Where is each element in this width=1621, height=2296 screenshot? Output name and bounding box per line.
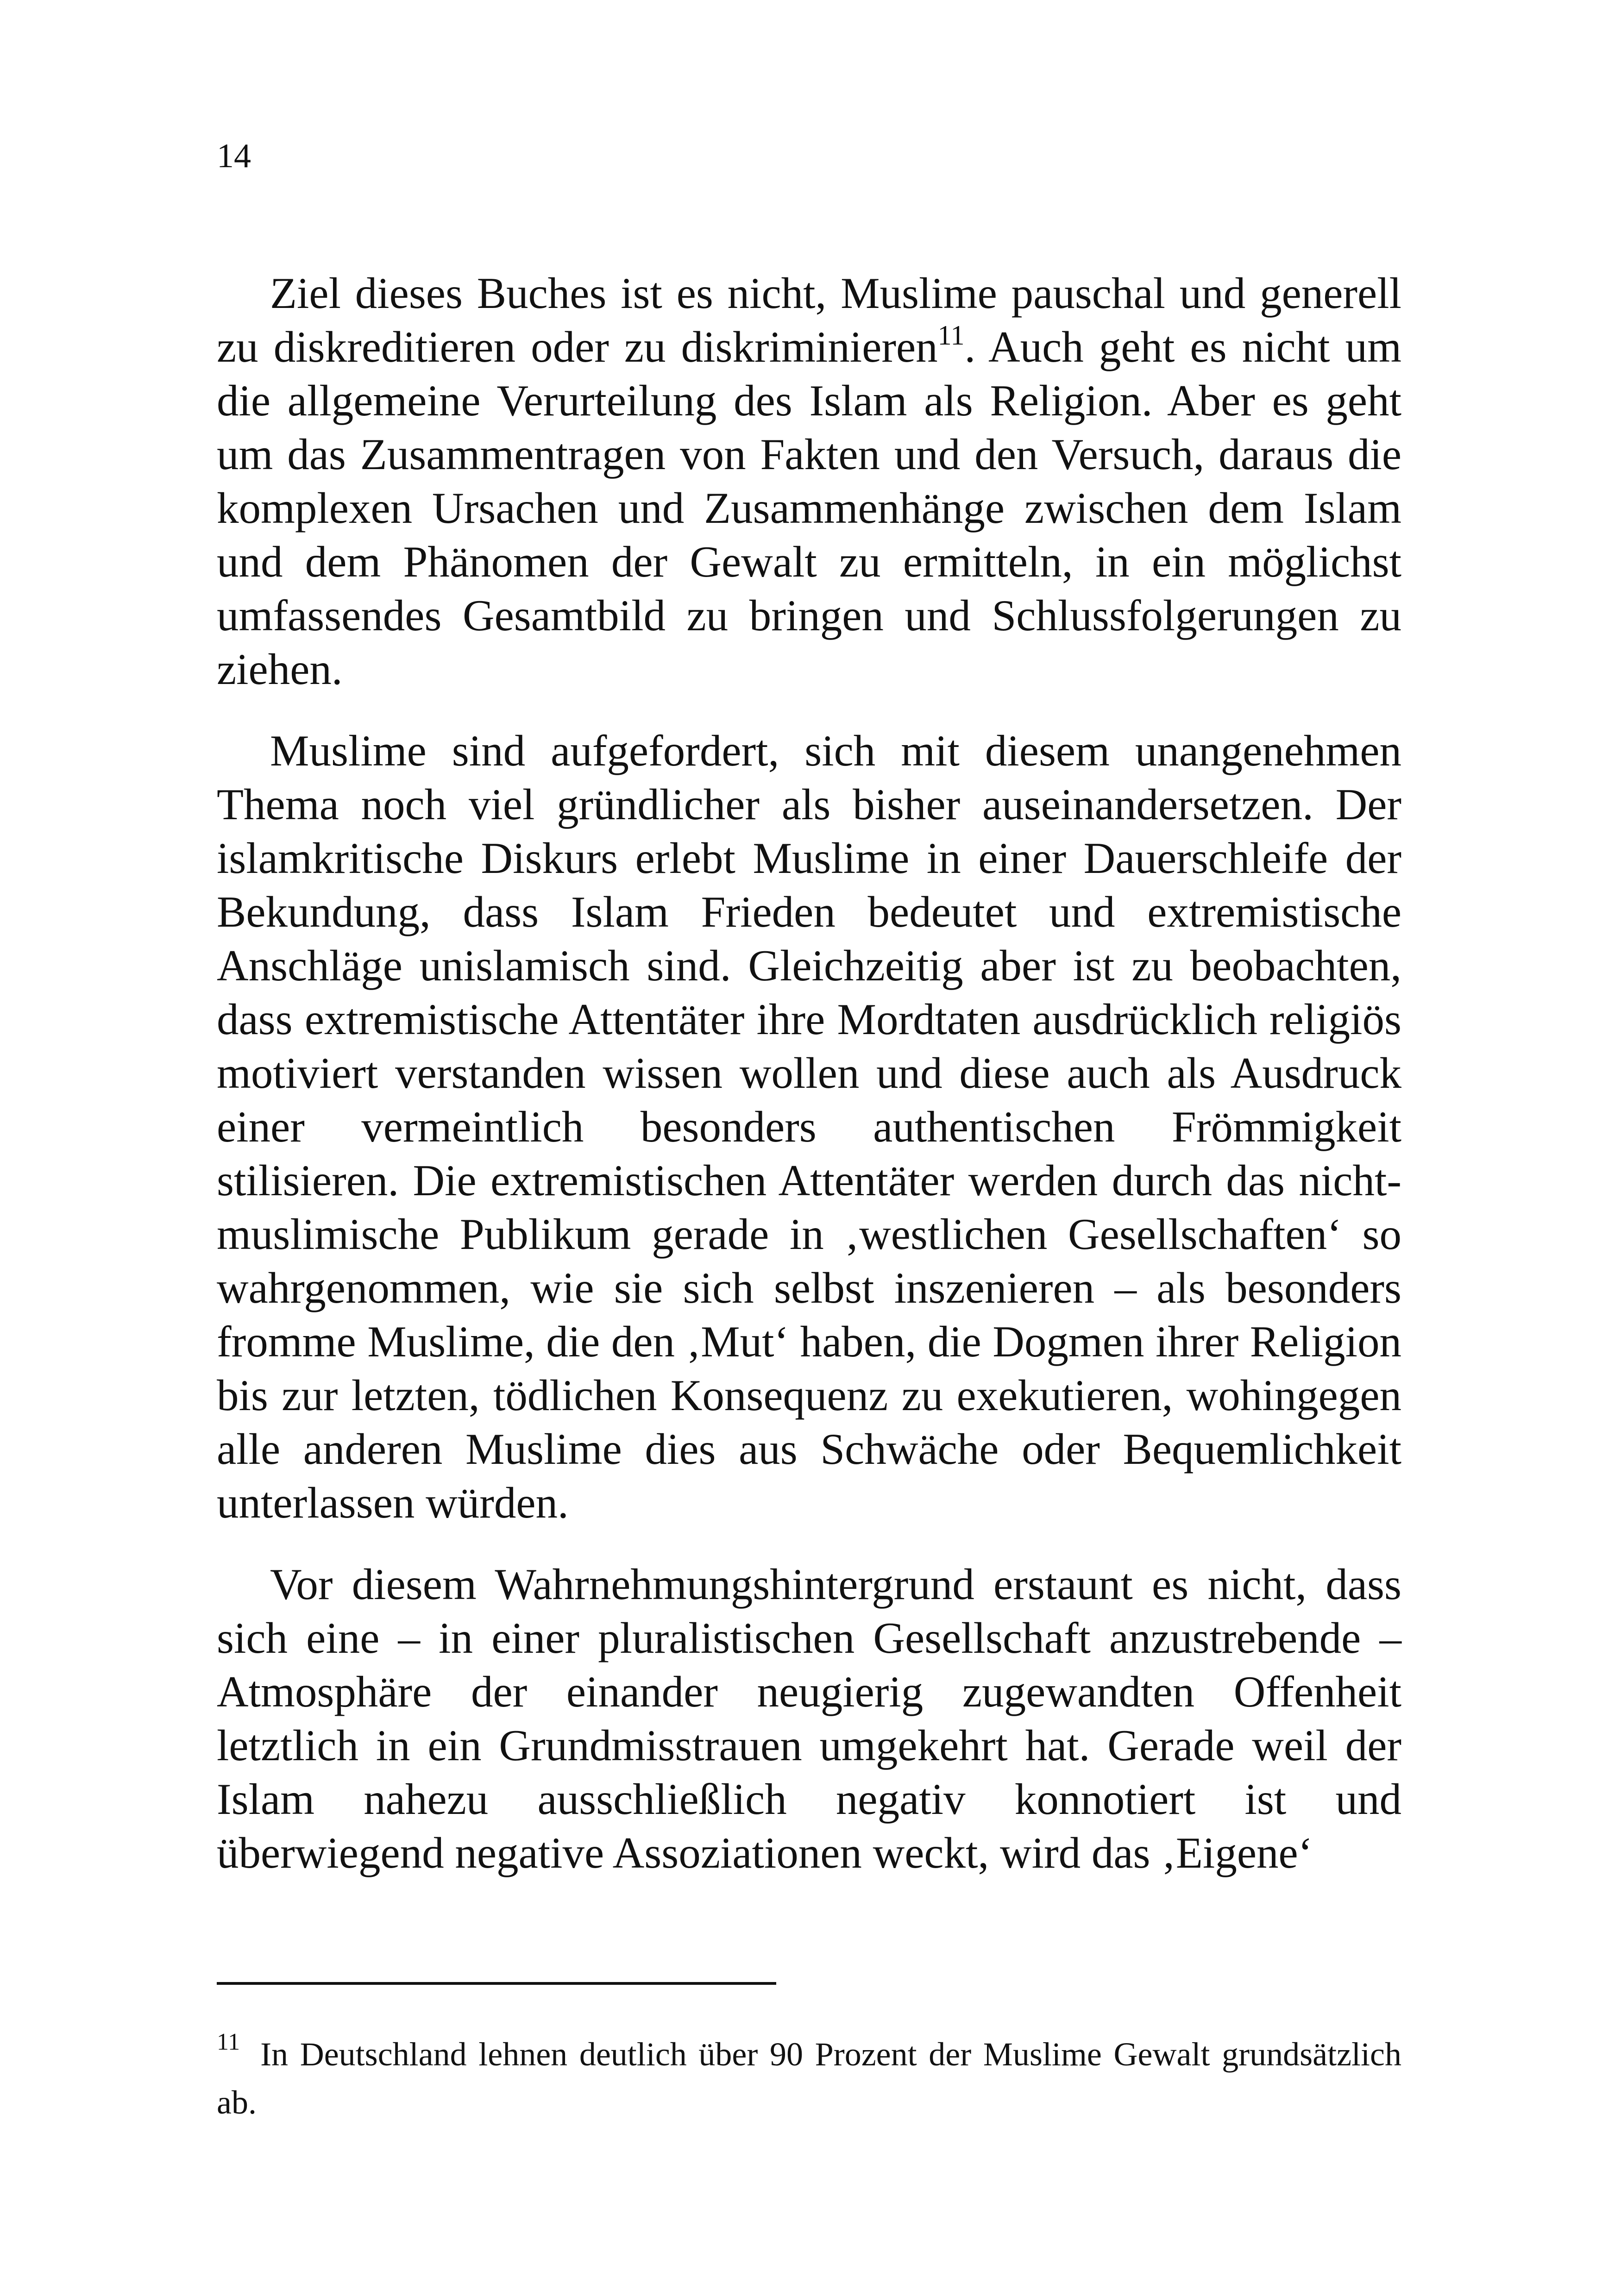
footnote-text: In Deutschland lehnen deutlich über 90 Prozent der Muslime Gewalt grundsätzlich ab. <box>217 2036 1401 2121</box>
paragraph-1-text-after-ref: . Auch geht es nicht um die allgemeine Verurteilung des Islam als Religion. Aber es geht um das Zusammentragen von Fakten und den Versuch, daraus die komplexen Ursachen und Zusammenhänge zwischen dem Islam und dem Phänomen der Gewalt zu ermitteln, in ein möglichst umfassendes Gesamtbild zu bringen und Schlussfolgerungen zu ziehen. <box>217 322 1401 694</box>
footnote-divider <box>217 1982 776 1985</box>
main-text <box>217 266 1401 1907</box>
footnote-number: 11 <box>217 2029 240 2055</box>
footnote-11 <box>217 2029 1401 2125</box>
paragraph-1 <box>217 266 1401 696</box>
footnote-reference[interactable]: 11 <box>937 320 965 351</box>
paragraph-1-text-before-ref: Ziel dieses Buches ist es nicht, Muslime pauschal und generell zu diskreditieren oder zu diskriminieren <box>217 269 1401 371</box>
page-number: 14 <box>217 137 251 175</box>
paragraph-3: Vor diesem Wahrnehmungshintergrund erstaunt es nicht, dass sich eine – in einer pluralistischen Gesellschaft anzustrebende – Atmosphäre der einander neugierig zugewandten Offenheit letztlich in ein Grundmisstrauen umgekehrt hat. Gerade weil der Islam nahezu ausschließlich negativ konnotiert ist und überwiegend negative Assoziationen weckt, wird das ‚Eigene‘ <box>217 1560 1401 1877</box>
paragraph-2: Muslime sind aufgefordert, sich mit diesem unangenehmen Thema noch viel gründlicher als bisher auseinandersetzen. Der islamkritische Diskurs erlebt Muslime in einer Dauerschleife der Bekundung, dass Islam Frieden bedeutet und extremistische Anschläge unislamisch sind. Gleichzeitig aber ist zu beobachten, dass extremistische Attentäter ihre Mordtaten ausdrücklich religiös motiviert verstanden wissen wollen und diese auch als Ausdruck einer vermeintlich besonders authentischen Frömmigkeit stilisieren. Die extremistischen Attentäter werden durch das nicht-muslimische Publikum gerade in ‚westlichen Gesellschaften‘ so wahrgenommen, wie sie sich selbst inszenieren – als besonders fromme Muslime, die den ‚Mut‘ haben, die Dogmen ihrer Religion bis zur letzten, tödlichen Konsequenz zu exekutieren, wohingegen alle anderen Muslime dies aus Schwäche oder Bequemlichkeit unterlassen würden. <box>217 726 1401 1527</box>
